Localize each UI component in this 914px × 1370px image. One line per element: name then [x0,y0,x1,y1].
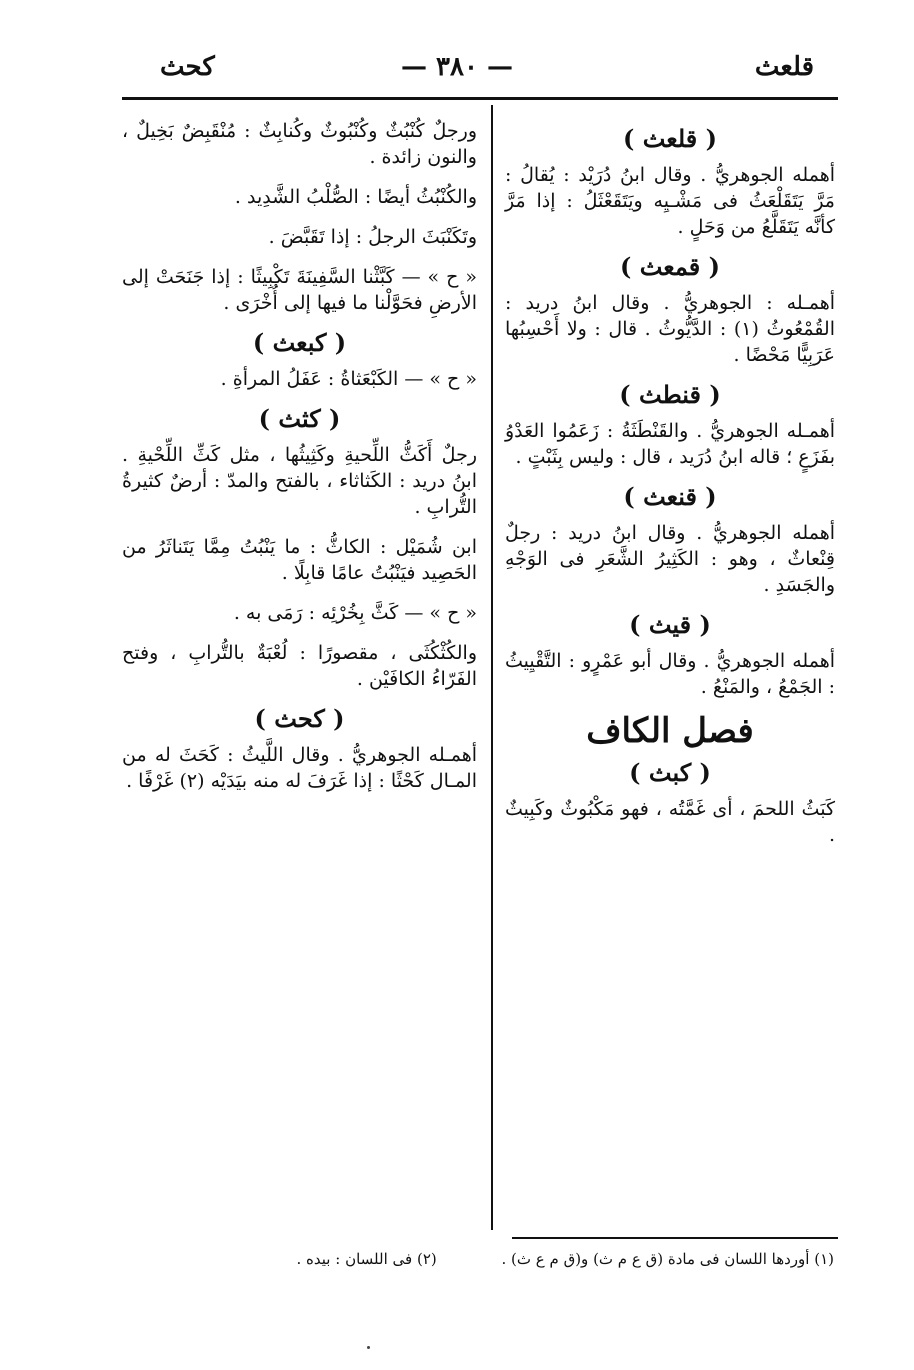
entry-text: والكُنْبُثُ أيضًا : الصُّلْبُ الشَّدِيد . [234,186,477,208]
entry-text: أهمـله الجوهريُّ . وقال اللَّيثُ : كَحَثَ له من المـال كَحْثًا : إذا غَرَفَ له منه بيَدَيْه (٢) غَرْفًا . [122,744,477,792]
right-column [505,118,835,862]
footnote-rule [512,1237,838,1239]
entry-text: أهمله الجوهريُّ . وقال أبو عَمْرٍو : التَّقْيِيثُ : الجَمْعُ ، والمَنْعُ . [505,650,835,698]
running-head-right: قلعث [754,52,814,82]
entry-heading: ( قمعث ) [620,252,720,281]
dictionary-entry [505,382,835,470]
dictionary-entry [505,760,835,848]
entry-text: ابن شُمَيْل : الكاثُّ : ما يَنْبُتُ مِمَّا يَتَناثَرُ من الحَصِيد فيَنْبُتُ عامًا قابِلًا . [122,536,477,584]
header-rule [122,97,838,100]
footnote-2: (٢) فى اللسان : بيده . [296,1250,437,1268]
entry-text: ورجلٌ كُنْبُثٌ وكُنْبُوثٌ وكُنابِثٌ : مُنْقَبِضٌ بَخِيلٌ ، والنون زائدة . [122,120,477,168]
dictionary-entry [122,406,477,520]
dictionary-entry [122,264,477,316]
entry-text: « ح » — الكَبْعَثاةُ : عَفَلُ المرأةِ . [220,368,477,390]
page-number: — ٣٨٠ — [400,52,514,82]
entry-text: رجلٌ أَكَثُّ اللِّحيةِ وكَثِيثُها ، مثل كَثِّ اللِّحْيةِ . ابنُ دريد : الكَثاثاء ، بالفتح والمدّ : أرضٌ كثيرةُ التُّرابِ . [122,444,477,518]
entry-text: « ح » — كَبَّثْنا السَّفِينَةَ تَكْبِيثًا : إذا جَنَحَتْ إلى الأرضِ فحَوَّلْنا ما فيها إلى أُخْرَى . [122,266,477,314]
dictionary-entry [122,640,477,692]
column-divider [491,105,493,1230]
entry-text: أهمله الجوهريُّ . وقال ابنُ دريد : رجلٌ قِنْعاثٌ ، وهو : الكَثِيرُ الشَّعَرِ فى الوَجْهِ والجَسَدِ . [505,522,835,596]
dictionary-entry [122,184,477,210]
ink-speck [367,1346,370,1349]
dictionary-entry [122,706,477,794]
footnote-1: (١) أوردها اللسان فى مادة (ق ع م ث) و(ق م ع ث) . [501,1250,834,1268]
entry-heading: ( قنعث ) [623,482,717,511]
dictionary-entry [122,600,477,626]
entry-text: وتَكَنْبَثَ الرجلُ : إذا تَقَبَّضَ . [268,226,477,248]
entry-text: كَبَثُ اللحمَ ، أى غَمَّتُه ، فهو مَكْبُوثٌ وكَبِيثٌ . [505,798,835,846]
dictionary-entry [122,534,477,586]
entry-text: « ح » — كَثَّ بِخُرْئِه : رَمَى به . [233,602,477,624]
entry-heading: ( كحث ) [254,704,345,733]
entry-text: والكُثْكُثَى ، مقصورًا : لُعْبَةٌ بالتُّرابِ ، وفتح الفَرّاءُ الكافَيْن . [122,642,477,690]
entry-text: أهمـله الجوهريُّ . والقَنْطَثَةُ : زَعَمُوا العَدْوُ بفَزَعٍ ؛ قاله ابنُ دُرَيد ، قال : وليس بِثَبْتٍ . [505,420,835,468]
dictionary-entry [122,118,477,170]
dictionary-entry [505,126,835,240]
dictionary-entry [505,254,835,368]
entry-text: أهمـله : الجوهريُّ . وقال ابنُ دريد : القُمْعُوثُ (١) : الدَّيُّوثُ . قال : ولا أَحْسِبُها عَرَبِيًّا مَحْضًا . [505,292,836,366]
entry-heading: ( كبث ) [629,758,711,787]
entry-heading: ( قيث ) [629,610,711,639]
entry-text: أهمله الجوهريُّ . وقال ابنُ دُرَيْد : يُقالُ : مَرَّ يَتَقَلْعَثُ فى مَشْـيِه ويَتَقَعْثَلُ : إذا مَرَّ كأنَّه يَتَقَلَّعُ من وَحَلٍ . [505,164,835,238]
entry-heading: ( كبعث ) [252,328,347,357]
entry-heading: ( قلعث ) [623,124,717,153]
footnotes [220,1250,834,1268]
left-column [122,118,477,808]
entry-heading: ( كثث ) [258,404,341,433]
dictionary-entry [122,330,477,392]
dictionary-entry [122,224,477,250]
dictionary-entry [505,484,835,598]
section-title: فصل الكاف [586,711,754,751]
dictionary-entry [505,612,835,700]
entry-heading: ( قنطث ) [619,380,721,409]
running-head-left: كحث [160,52,215,82]
